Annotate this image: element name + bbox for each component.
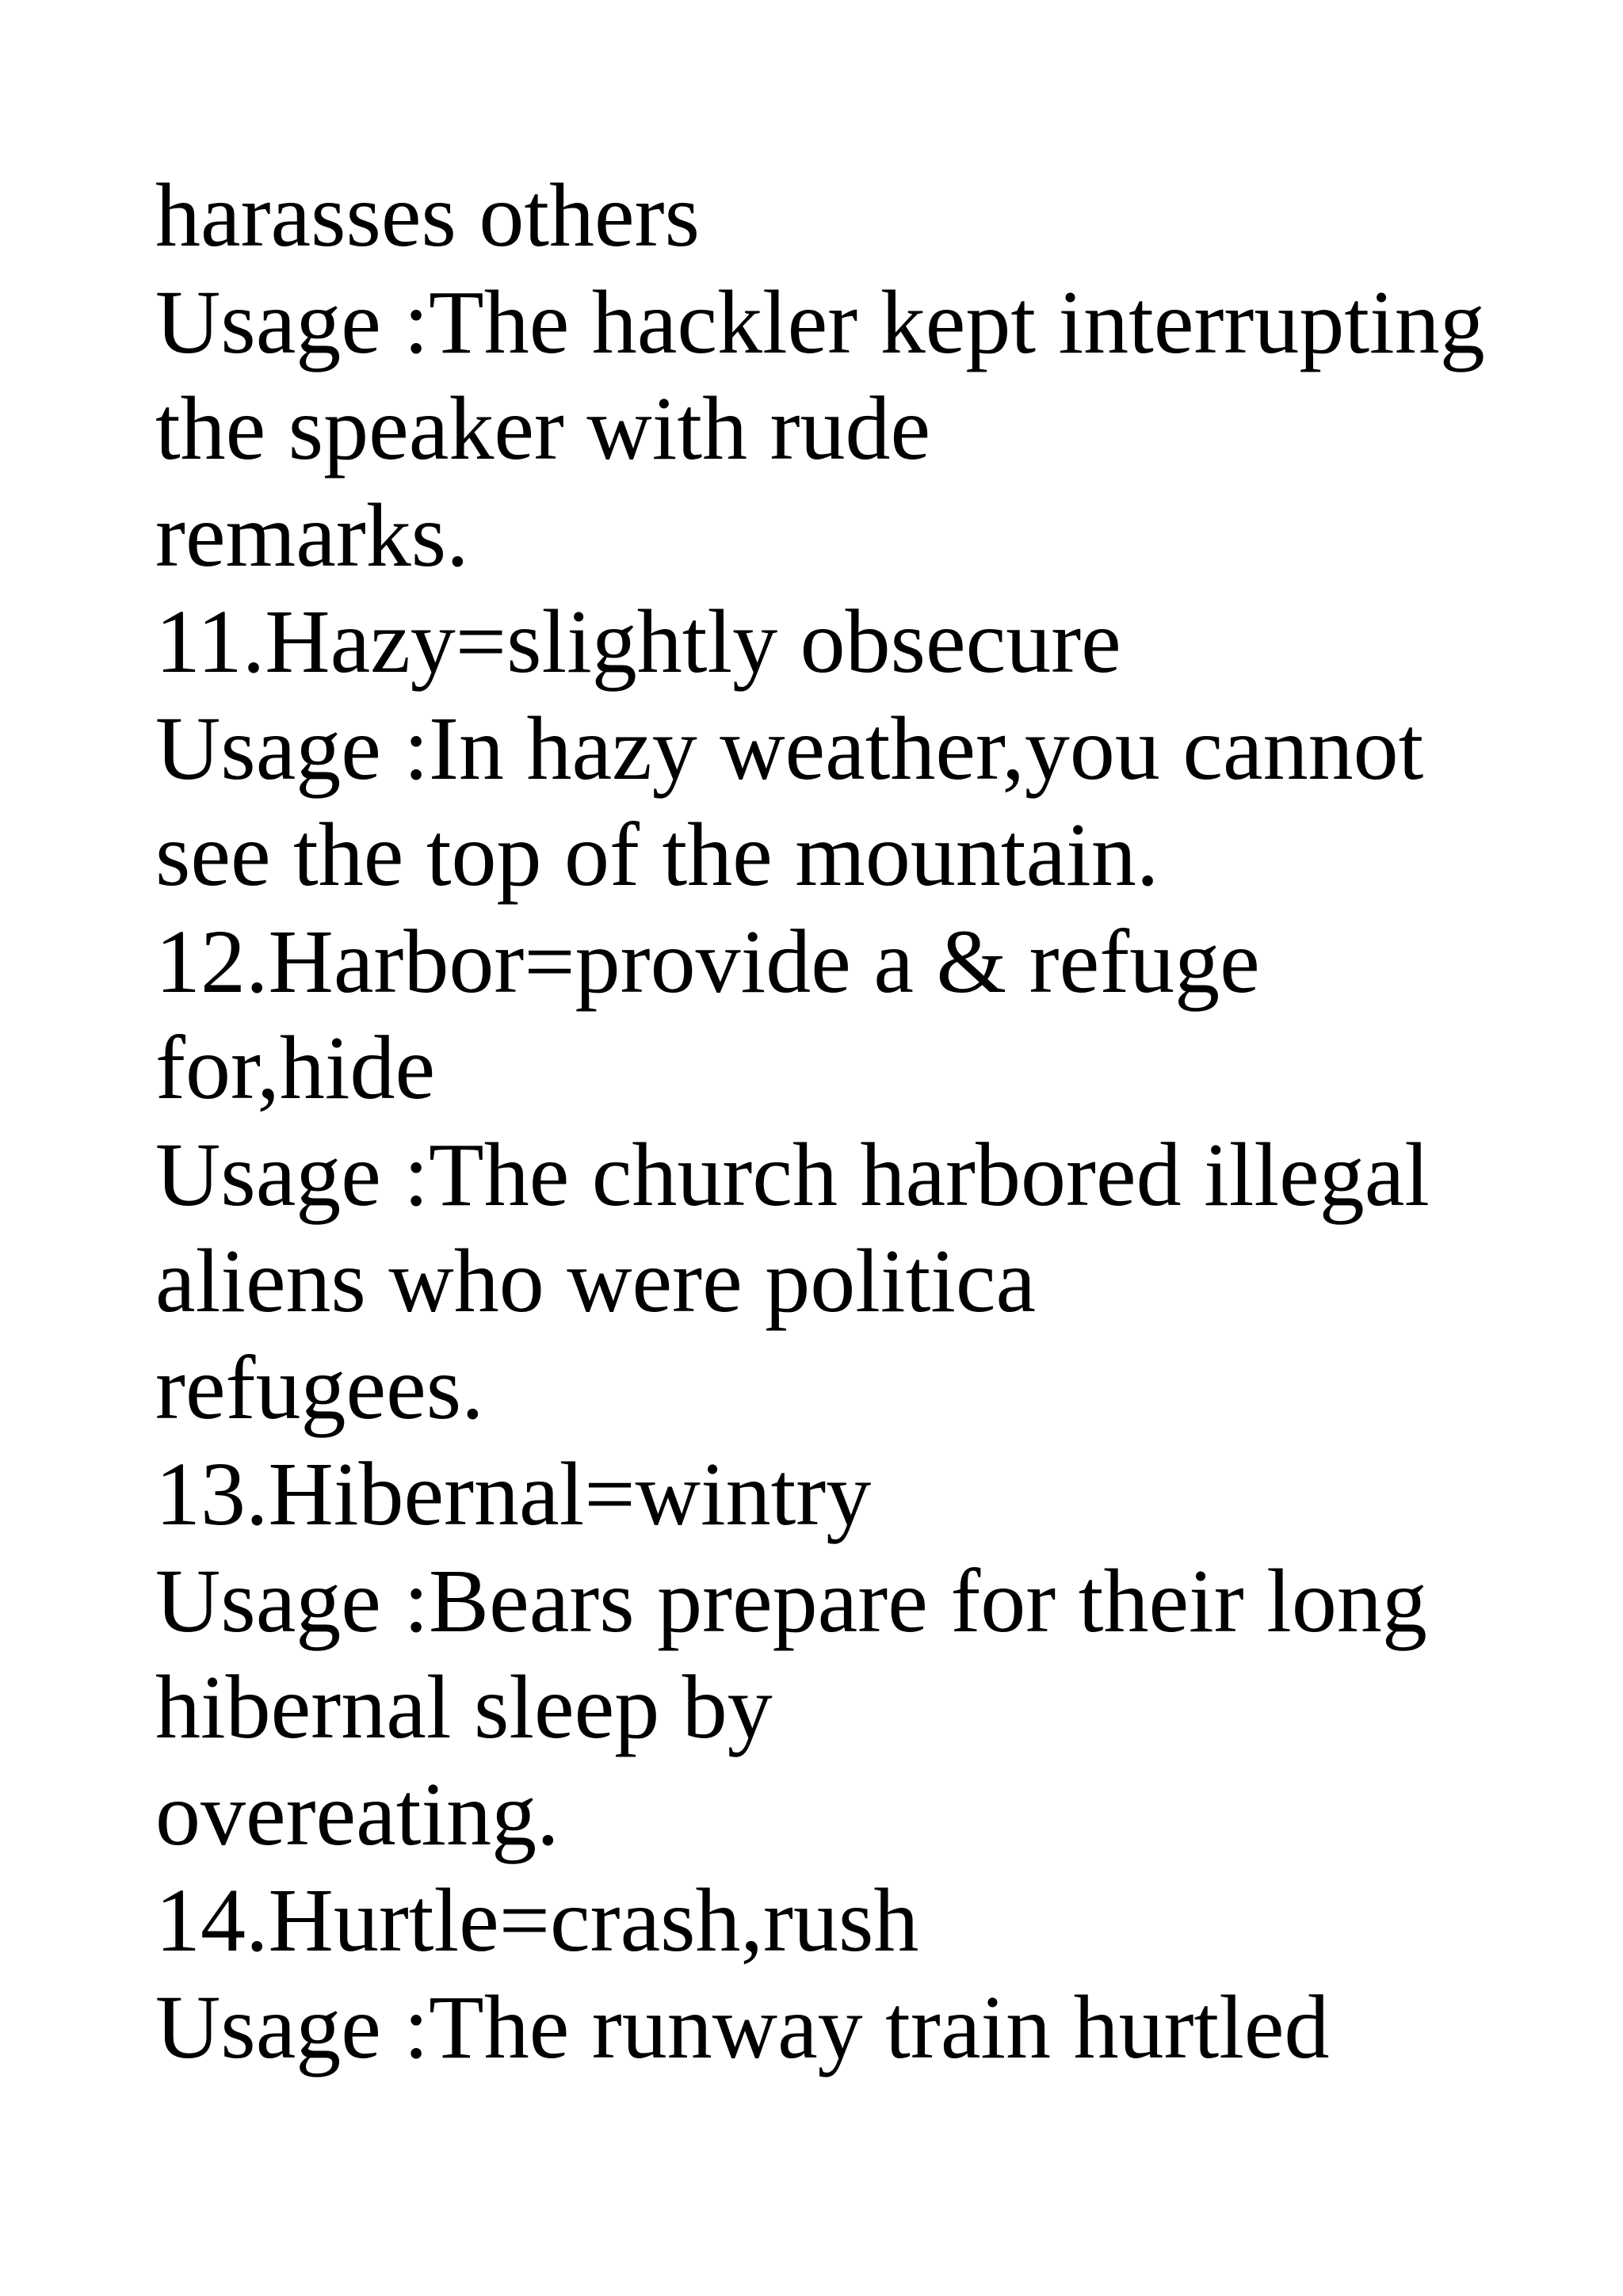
vocab-entry-hurtle: 14.Hurtle=crash,rush [155, 1870, 919, 1970]
text-line: refugees. [155, 1337, 484, 1438]
usage-line: Usage :The hackler kept interrupting [155, 271, 1485, 372]
text-line: harasses others [155, 165, 700, 265]
usage-line: Usage :Bears prepare for their long [155, 1550, 1427, 1651]
text-line: see the top of the mountain. [155, 804, 1159, 905]
vocab-entry-harbor: 12.Harbor=provide a & refuge [155, 910, 1260, 1012]
document-text [155, 162, 1582, 2081]
vocab-entry-hibernal: 13.Hibernal=wintry [155, 1444, 872, 1544]
vocab-entry-hazy: 11.Hazy=slightly obsecure [155, 591, 1121, 692]
text-line: overeating. [155, 1763, 559, 1864]
text-line: aliens who were politica [155, 1230, 1037, 1331]
usage-line: Usage :The church harbored illegal [155, 1123, 1430, 1225]
text-line: for,hide [155, 1017, 436, 1118]
usage-line: Usage :The runway train hurtled [155, 1976, 1330, 2077]
text-line: remarks. [155, 484, 469, 585]
usage-line: Usage :In hazy weather,you cannot [155, 697, 1424, 799]
text-line: hibernal sleep by [155, 1657, 773, 1757]
text-line: the speaker with rude [155, 378, 931, 479]
